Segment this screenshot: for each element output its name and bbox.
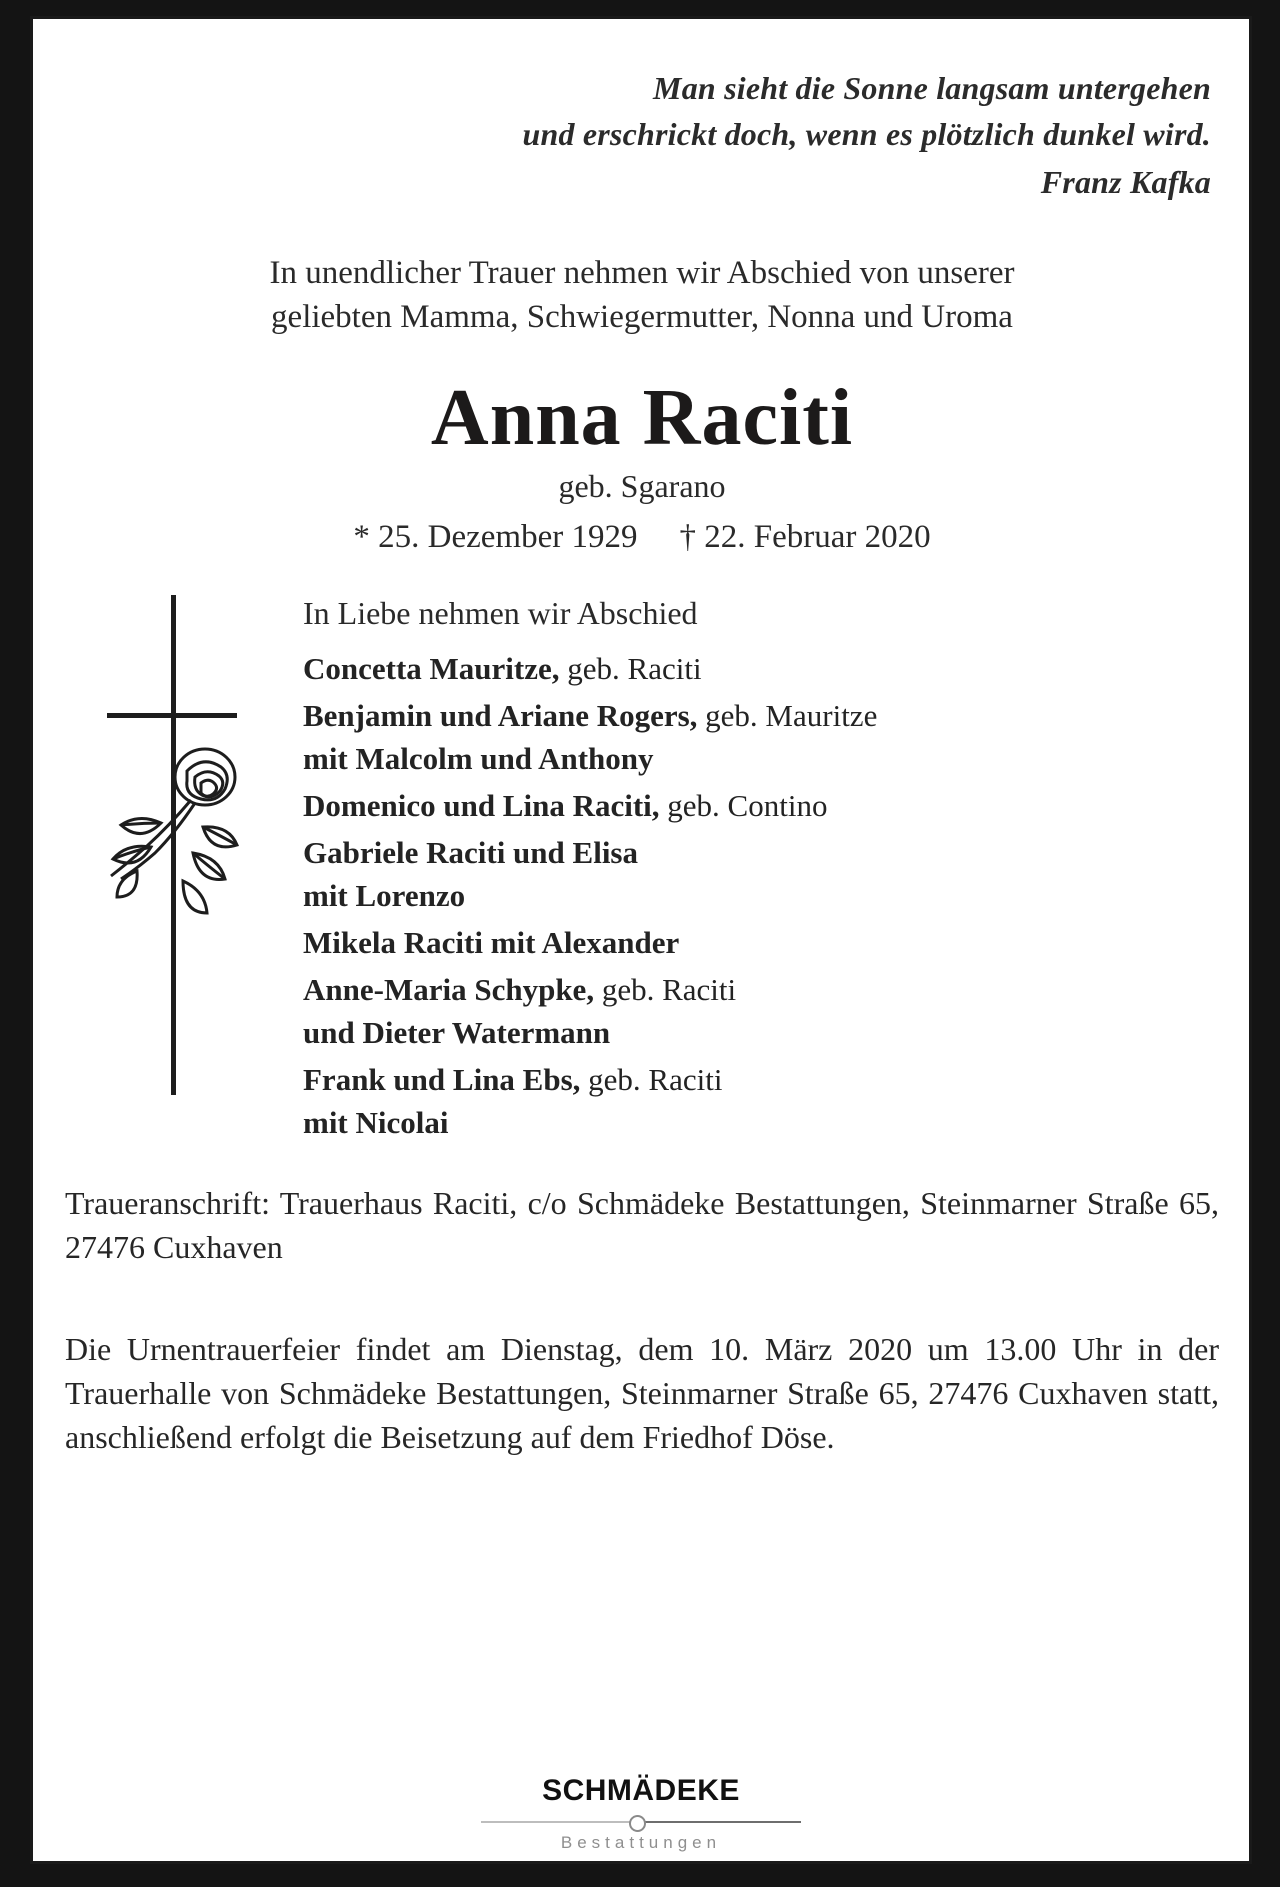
epigraph-line-2: und erschrickt doch, wenn es plötzlich dunkel wird. bbox=[522, 116, 1211, 152]
mourner-suffix: geb. Contino bbox=[659, 788, 828, 823]
mourner-line bbox=[303, 831, 1223, 874]
mourner-line bbox=[303, 968, 1223, 1011]
funeral-home-logo bbox=[33, 1774, 1249, 1853]
epigraph bbox=[51, 29, 1233, 205]
mourner-name: Mikela Raciti mit Alexander bbox=[303, 925, 680, 960]
ceremony-paragraph: Die Urnentrauerfeier findet am Dienstag, dem 10. März 2020 um 13.00 Uhr in der Trauerhalle von Schmädeke Bestattungen, Steinmarner Straße 65, 27476 Cuxhaven statt, anschließend erfolgt die Beisetzung auf dem Friedhof Döse. bbox=[65, 1331, 1219, 1455]
list-item bbox=[303, 784, 1223, 827]
logo-divider-icon bbox=[481, 1815, 801, 1829]
mourner-children: mit Malcolm und Anthony bbox=[303, 741, 654, 776]
deceased-dates bbox=[51, 515, 1233, 559]
mourners-heading: In Liebe nehmen wir Abschied bbox=[303, 595, 698, 631]
list-item bbox=[303, 694, 1223, 780]
bottom-bar bbox=[0, 1867, 1280, 1887]
list-item bbox=[303, 1058, 1223, 1144]
intro-paragraph bbox=[51, 251, 1233, 339]
mourner-name: Benjamin und Ariane Rogers, bbox=[303, 698, 698, 733]
epigraph-author: Franz Kafka bbox=[1040, 164, 1211, 200]
obituary-notice bbox=[30, 16, 1252, 1864]
death-date: † 22. Februar 2020 bbox=[679, 519, 931, 555]
address-paragraph: Traueranschrift: Trauerhaus Raciti, c/o Schmädeke Bestattungen, Steinmarner Straße 65, 27476 Cuxhaven bbox=[65, 1185, 1219, 1265]
mourner-name: Anne-Maria Schypke, bbox=[303, 972, 595, 1007]
deceased-maiden-name: geb. Sgarano bbox=[558, 468, 726, 504]
mourner-name: Domenico und Lina Raciti, bbox=[303, 788, 660, 823]
list-item bbox=[303, 647, 1223, 690]
mourner-line bbox=[303, 1058, 1223, 1101]
cross-with-rose-icon bbox=[99, 595, 279, 1115]
mourners-list bbox=[303, 591, 1233, 1144]
deceased-name: Anna Raciti bbox=[430, 374, 854, 462]
mourners-section bbox=[51, 591, 1233, 1151]
birth-date: * 25. Dezember 1929 bbox=[353, 519, 638, 555]
epigraph-line-1: Man sieht die Sonne langsam untergehen bbox=[653, 70, 1211, 106]
mourner-line bbox=[303, 921, 1223, 964]
mourner-children: mit Lorenzo bbox=[303, 878, 466, 913]
mourner-children: und Dieter Watermann bbox=[303, 1015, 611, 1050]
mourner-suffix: geb. Raciti bbox=[594, 972, 737, 1007]
logo-company-name: SCHMÄDEKE bbox=[542, 1774, 740, 1807]
mourner-line bbox=[303, 694, 1223, 737]
mourner-line bbox=[303, 647, 1223, 690]
list-item bbox=[303, 968, 1223, 1054]
mourner-line bbox=[303, 784, 1223, 827]
notice-inner bbox=[51, 29, 1233, 1849]
list-item bbox=[303, 921, 1223, 964]
intro-line-1: In unendlicher Trauer nehmen wir Abschied von unserer bbox=[269, 255, 1015, 291]
deceased-block bbox=[51, 375, 1233, 559]
mourner-suffix: geb. Raciti bbox=[559, 651, 702, 686]
mourner-name: Gabriele Raciti und Elisa bbox=[303, 835, 638, 870]
list-item bbox=[303, 831, 1223, 917]
mourner-name: Frank und Lina Ebs, bbox=[303, 1062, 581, 1097]
intro-line-2: geliebten Mamma, Schwiegermutter, Nonna und Uroma bbox=[271, 299, 1013, 335]
mourner-name: Concetta Mauritze, bbox=[303, 651, 560, 686]
logo-subtitle: Bestattungen bbox=[560, 1833, 722, 1852]
mourner-children: mit Nicolai bbox=[303, 1105, 449, 1140]
mourner-suffix: geb. Mauritze bbox=[697, 698, 878, 733]
mourner-suffix: geb. Raciti bbox=[580, 1062, 723, 1097]
